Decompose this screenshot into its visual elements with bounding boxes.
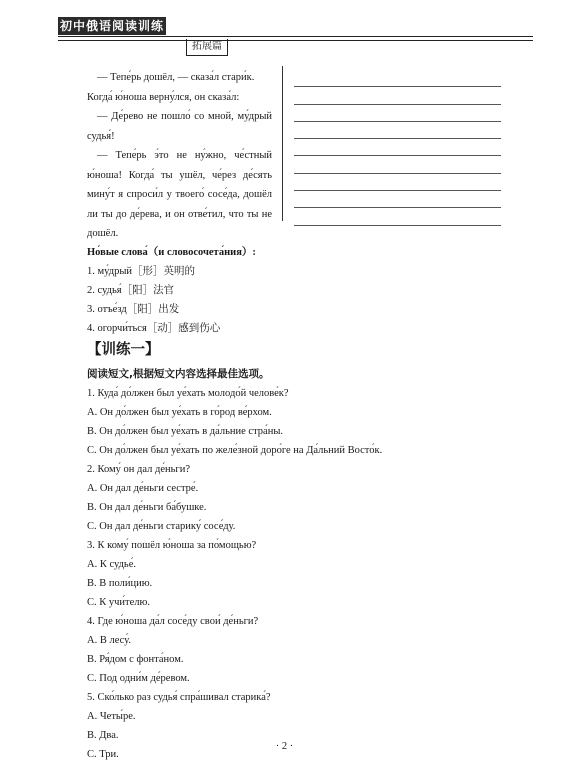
column-divider <box>282 66 283 221</box>
page-number: · 2 · <box>275 741 294 752</box>
answer-option: B. Он дал де́ньги ба́бушке. <box>87 502 207 513</box>
question: 1. Куда́ до́лжен был уе́хать молодо́й челове́к? <box>87 388 289 399</box>
answer-option: A. В лесу́. <box>87 635 131 646</box>
vocabulary-item: 3. отъе́зд［阳］出发 <box>87 304 180 315</box>
vocabulary-heading: Но́вые слова́（и словосочета́ния）: <box>87 247 256 258</box>
answer-option: A. Он до́лжен был уе́хать в го́род ве́рхом. <box>87 407 272 418</box>
question: 3. К кому́ пошёл ю́ноша за по́мощью? <box>87 540 257 551</box>
question: 4. Где ю́ноша да́л сосе́ду свои́ де́ньги? <box>87 616 259 627</box>
note-lines <box>294 70 501 226</box>
quiz-instruction: 阅读短文,根据短文内容选择最佳选项。 <box>87 368 270 380</box>
answer-option: B. Он до́лжен был уе́хать в да́льние стра́ны. <box>87 426 284 437</box>
story-text <box>87 68 272 244</box>
header-rule-thin <box>58 40 533 41</box>
story-paragraph: — Тепе́рь дошёл, — сказа́л стари́к. <box>97 72 255 83</box>
header-rule <box>58 36 533 37</box>
answer-option: B. В поли́цию. <box>87 578 153 589</box>
answer-option: C. Под одни́м де́ревом. <box>87 673 190 684</box>
answer-option: A. Он дал де́ньги сестре́. <box>87 483 199 494</box>
answer-option: A. Четы́ре. <box>87 711 136 722</box>
vocabulary-item: 2. судья́［阳］法官 <box>87 285 175 296</box>
book-subtitle: 拓展篇 <box>186 39 228 56</box>
story-paragraph: — Тепе́рь э́то не ну́жно, че́стный ю́ноша! Когда́ ты ушёл, че́рез де́сять мину́т я спроси́л у твоего́ сосе́да, дошёл ли ты до де́рева, и он отве́тил, что ты не дошёл. <box>87 150 272 239</box>
book-title: 初中俄语阅读训练 <box>59 19 164 33</box>
vocabulary-section <box>87 243 507 338</box>
answer-option: C. К учи́телю. <box>87 597 150 608</box>
quiz-section <box>87 365 517 764</box>
question: 2. Кому́ он дал де́ньги? <box>87 464 191 475</box>
vocabulary-item: 4. огорчи́ться［动］感到伤心 <box>87 323 221 334</box>
story-paragraph: — Де́рево не пошло́ со мной, му́дрый судья́! <box>87 111 272 142</box>
vocabulary-item: 1. му́дрый［形］英明的 <box>87 266 195 277</box>
question: 5. Ско́лько раз судья́ спра́шивал старика́? <box>87 692 271 703</box>
section-title: 【训练一】 <box>87 342 160 358</box>
answer-option: C. Он до́лжен был уе́хать по желе́зной доро́ге на Да́льний Восто́к. <box>87 445 383 456</box>
answer-option: B. Два. <box>87 730 119 741</box>
answer-option: B. Ря́дом с фонта́ном. <box>87 654 184 665</box>
story-paragraph: Когда́ ю́ноша верну́лся, он сказа́л: <box>87 91 240 103</box>
answer-option: A. К судье́. <box>87 559 136 570</box>
answer-option: C. Он дал де́ньги старику́ сосе́ду. <box>87 521 236 532</box>
answer-option: C. Три. <box>87 749 119 760</box>
